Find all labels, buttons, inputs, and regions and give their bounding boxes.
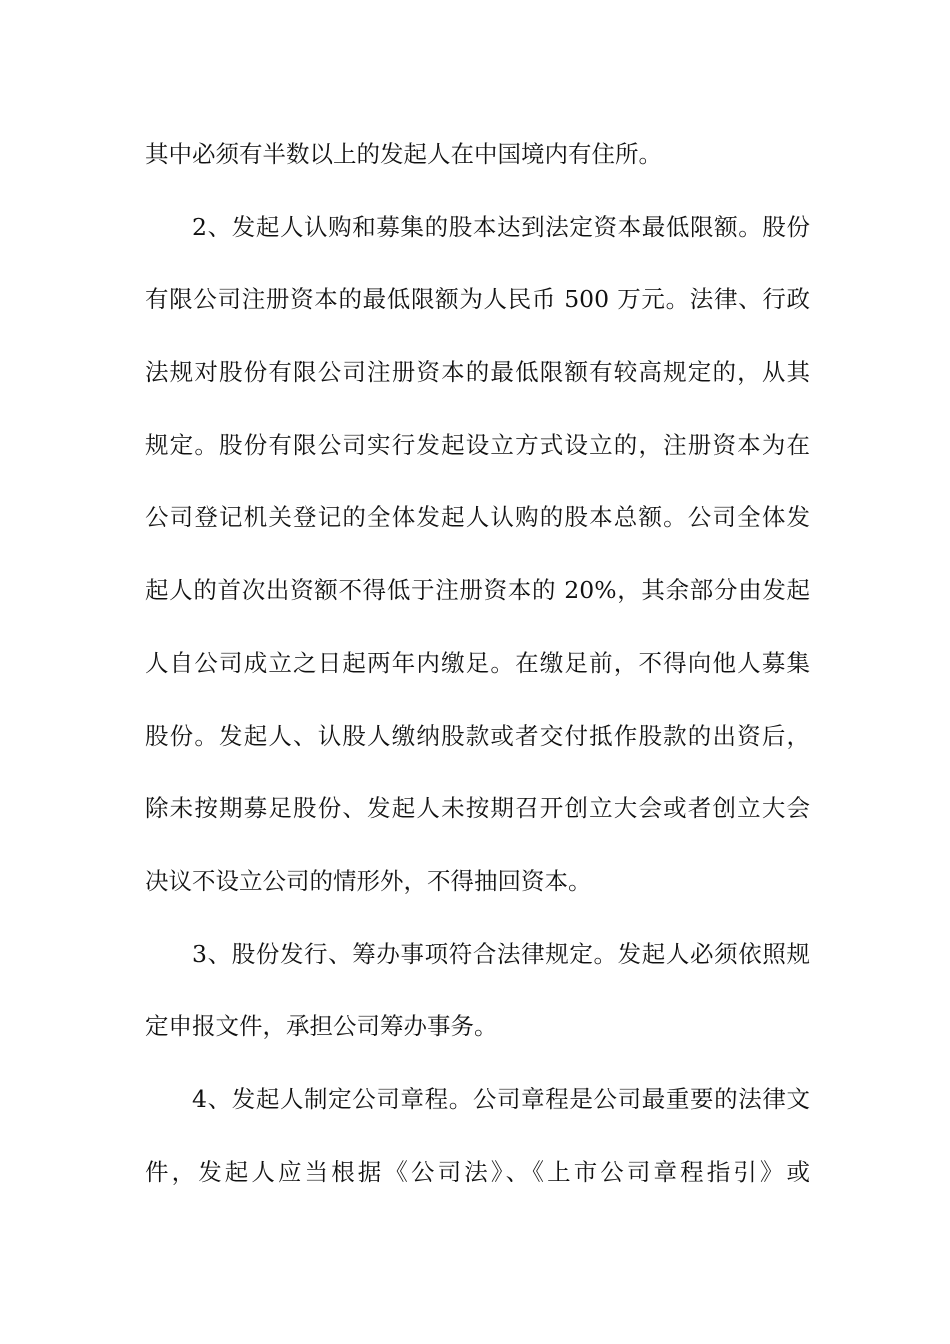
text-line: 公司登记机关登记的全体发起人认购的股本总额。公司全体发 <box>145 503 810 532</box>
document-body <box>145 131 810 1221</box>
text-line: 4、发起人制定公司章程。公司章程是公司最重要的法律文 <box>192 1084 810 1113</box>
text-line: 人自公司成立之日起两年内缴足。在缴足前，不得向他人募集 <box>145 648 810 677</box>
text-line: 件，发起人应当根据《公司法》、《上市公司章程指引》或 <box>145 1157 810 1186</box>
text-line: 法规对股份有限公司注册资本的最低限额有较高规定的，从其 <box>145 358 810 387</box>
text-line: 2、发起人认购和募集的股本达到法定资本最低限额。股份 <box>192 212 810 241</box>
text-line: 股份。发起人、认股人缴纳股款或者交付抵作股款的出资后， <box>145 721 810 750</box>
text-line: 规定。股份有限公司实行发起设立方式设立的，注册资本为在 <box>145 430 810 459</box>
text-line: 起人的首次出资额不得低于注册资本的 20%，其余部分由发起 <box>145 576 810 605</box>
text-line: 决议不设立公司的情形外，不得抽回资本。 <box>145 866 592 895</box>
text-line: 有限公司注册资本的最低限额为人民币 500 万元。法律、行政 <box>145 285 810 314</box>
text-line: 3、股份发行、筹办事项符合法律规定。发起人必须依照规 <box>192 939 810 968</box>
text-line: 其中必须有半数以上的发起人在中国境内有住所。 <box>145 140 662 168</box>
text-line: 除未按期募足股份、发起人未按期召开创立大会或者创立大会 <box>145 794 810 823</box>
text-line: 定申报文件，承担公司筹办事务。 <box>145 1012 498 1041</box>
